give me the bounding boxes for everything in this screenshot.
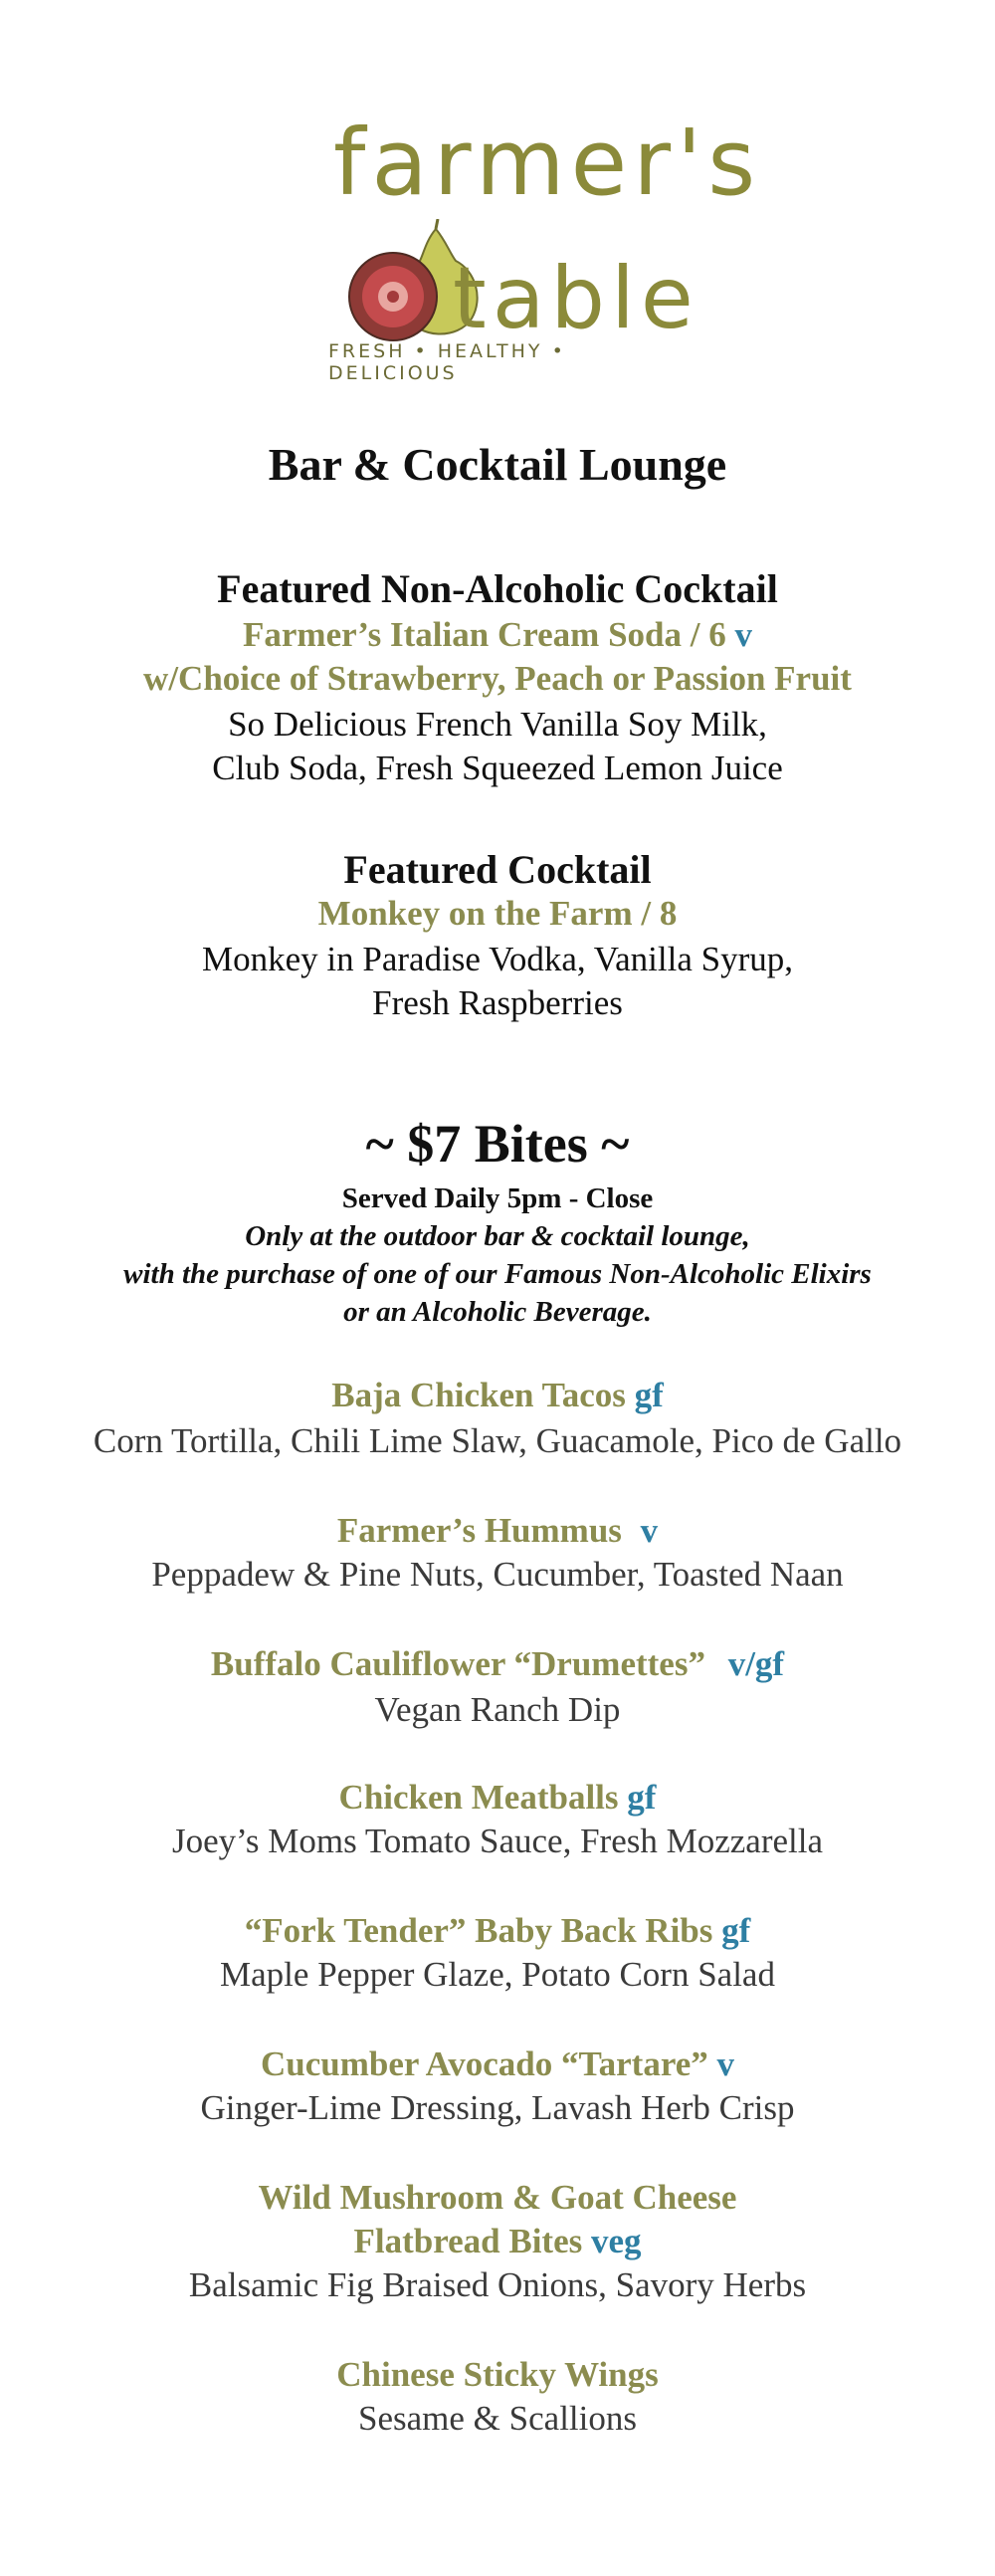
item-desc: Vegan Ranch Dip [374,1690,621,1729]
bites-note-3: or an Alcoholic Beverage. [343,1296,652,1328]
diet-tag: v [716,2044,735,2083]
served-hours: Served Daily 5pm - Close [341,1182,654,1214]
item-desc: Balsamic Fig Braised Onions, Savory Herbs [188,2265,807,2304]
logo-word-table: table [453,249,699,348]
list-item [0,1644,995,1684]
item-desc: Maple Pepper Glaze, Potato Corn Salad [220,1955,775,1994]
list-item [0,2355,995,2395]
non-alcoholic-choice: w/Choice of Strawberry, Peach or Passion Fruit [143,659,852,698]
cocktail-heading: Featured Cocktail [343,847,652,892]
diet-tag: gf [627,1778,657,1817]
cocktail-desc-1: Monkey in Paradise Vodka, Vanilla Syrup, [202,940,793,978]
item-name: Baja Chicken Tacos [331,1376,626,1414]
diet-tag: v/gf [727,1644,785,1683]
item-name: Wild Mushroom & Goat Cheese [258,2178,737,2217]
bites-heading: ~ $7 Bites ~ [365,1114,630,1174]
non-alcoholic-name [0,615,995,655]
cocktail-desc-2: Fresh Raspberries [372,983,623,1022]
item-name: “Fork Tender” Baby Back Ribs [244,1911,713,1950]
item-name: Cucumber Avocado “Tartare” [260,2044,708,2083]
diet-tag: veg [590,2222,642,2260]
logo-word-farmers: farmer's [333,109,762,216]
cocktail-name: Monkey on the Farm / 8 [317,894,678,933]
non-alcoholic-desc-1: So Delicious French Vanilla Soy Milk, [228,705,767,744]
item-name: Buffalo Cauliflower “Drumettes” [210,1644,705,1683]
list-item [0,2044,995,2084]
list-item [0,1376,995,1415]
item-name: Chicken Meatballs [338,1778,619,1817]
non-alcoholic-heading: Featured Non-Alcoholic Cocktail [217,566,778,611]
item-desc: Ginger-Lime Dressing, Lavash Herb Crisp [200,2088,795,2127]
item-name: Flatbread Bites [353,2222,583,2260]
list-item [0,2178,995,2218]
item-name: Farmer’s Italian Cream Soda / 6 [243,615,726,654]
diet-tag: v [734,615,752,654]
item-desc: Sesame & Scallions [358,2399,637,2438]
list-item [0,1778,995,1818]
diet-tag: v [640,1511,659,1550]
list-item [0,1911,995,1951]
page-title: Bar & Cocktail Lounge [268,439,727,490]
non-alcoholic-desc-2: Club Soda, Fresh Squeezed Lemon Juice [212,749,783,787]
diet-tag: gf [721,1911,751,1950]
item-name: Chinese Sticky Wings [336,2355,659,2394]
bites-note-2: with the purchase of one of our Famous Non-Alcoholic Elixirs [123,1258,872,1290]
list-item-line-2 [0,2222,995,2261]
item-desc: Joey’s Moms Tomato Sauce, Fresh Mozzarella [172,1822,823,1860]
list-item [0,1511,995,1551]
item-name: Farmer’s Hummus [336,1511,622,1550]
bites-note-1: Only at the outdoor bar & cocktail lounge, [245,1220,750,1252]
item-desc: Peppadew & Pine Nuts, Cucumber, Toasted Naan [151,1555,844,1594]
item-desc: Corn Tortilla, Chili Lime Slaw, Guacamole, Pico de Gallo [93,1421,902,1460]
farmers-table-logo [298,109,762,384]
logo-tagline: FRESH • HEALTHY • DELICIOUS [328,340,566,384]
diet-tag: gf [634,1376,664,1414]
